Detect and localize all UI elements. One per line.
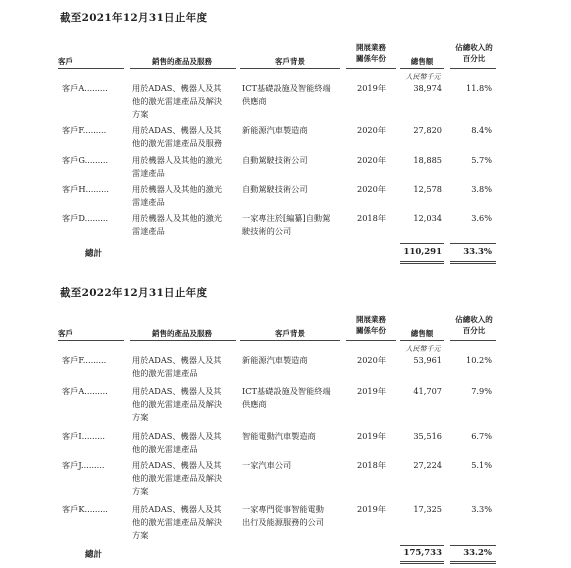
table-cell-sales: 53,961 xyxy=(413,355,442,365)
table-cell-products: 用於ADAS、機器人及其 他的激光雷達產品及解決 方案 xyxy=(132,460,223,497)
table-cell-year: 2019年 xyxy=(357,83,387,93)
table-cell-sales: 18,885 xyxy=(413,155,442,165)
header-rule xyxy=(130,340,236,341)
header-rule xyxy=(400,68,444,69)
total-sales: 110,291 xyxy=(403,247,442,257)
header-share: 佔總收入的 百分比 xyxy=(455,43,493,63)
table-cell-products: 用於ADAS、機器人及其 他的激光雷達產品及解決 方案 xyxy=(132,83,223,120)
table-cell-products: 用於機器人及其他的激光 雷達產品 xyxy=(132,184,223,208)
table-cell-background: 一家專門從事智能電動 出行及能源服務的公司 xyxy=(242,504,324,528)
table-cell-share: 6.7% xyxy=(471,431,492,441)
total-double-rule xyxy=(450,561,496,564)
header-rule xyxy=(400,340,444,341)
header-start-year: 開展業務 關係年份 xyxy=(356,315,386,335)
table-cell-customer: 客戶D......... xyxy=(62,213,109,223)
total-rule xyxy=(450,243,496,244)
header-customer: 客戶 xyxy=(58,329,73,338)
section-title: 截至2021年12月31日止年度 xyxy=(60,12,208,24)
table-cell-year: 2020年 xyxy=(357,184,387,194)
total-label: 總計 xyxy=(85,550,103,560)
table-cell-customer: 客戶H......... xyxy=(62,184,109,194)
table-cell-products: 用於ADAS、機器人及其 他的激光雷達產品及解決 方案 xyxy=(132,504,223,541)
header-products: 銷售的產品及服務 xyxy=(152,57,212,66)
table-cell-customer: 客戶I......... xyxy=(62,431,106,441)
table-cell-share: 3.3% xyxy=(471,504,492,514)
unit-label: 人民幣千元 xyxy=(405,345,441,353)
table-cell-background: 新能源汽車製造商 xyxy=(242,355,308,365)
table-cell-products: 用於ADAS、機器人及其 他的激光雷達產品及服務 xyxy=(132,125,223,149)
header-rule xyxy=(240,340,340,341)
table-cell-share: 5.1% xyxy=(471,460,492,470)
table-cell-year: 2019年 xyxy=(357,431,387,441)
header-rule xyxy=(346,340,396,341)
table-cell-sales: 35,516 xyxy=(413,431,442,441)
table-cell-customer: 客戶F......... xyxy=(62,355,107,365)
table-cell-products: 用於ADAS、機器人及其 他的激光雷達產品 xyxy=(132,431,222,455)
table-cell-share: 3.6% xyxy=(471,213,492,223)
header-sales: 總售額 xyxy=(410,57,434,66)
table-cell-background: 自動駕駛技術公司 xyxy=(242,184,308,194)
header-rule xyxy=(450,68,496,69)
table-cell-customer: 客戶A......... xyxy=(62,386,108,396)
header-rule xyxy=(58,340,124,341)
table-cell-share: 8.4% xyxy=(471,125,492,135)
table-cell-products: 用於ADAS、機器人及其 他的激光雷達產品及解決 方案 xyxy=(132,386,223,423)
table-cell-sales: 27,820 xyxy=(413,125,442,135)
table-cell-background: 自動駕駛技術公司 xyxy=(242,155,308,165)
table-cell-customer: 客戶A......... xyxy=(62,83,108,93)
table-cell-share: 7.9% xyxy=(471,386,492,396)
table-cell-share: 10.2% xyxy=(465,355,492,365)
table-cell-sales: 27,224 xyxy=(413,460,442,470)
table-cell-sales: 17,325 xyxy=(413,504,442,514)
table-cell-share: 3.8% xyxy=(471,184,492,194)
header-background: 客戶背景 xyxy=(275,329,305,338)
table-cell-customer: 客戶F......... xyxy=(62,125,107,135)
table-cell-year: 2018年 xyxy=(357,213,387,223)
table-cell-year: 2020年 xyxy=(357,125,387,135)
total-double-rule xyxy=(450,261,496,264)
table-cell-products: 用於機器人及其他的激光 雷達產品 xyxy=(132,213,223,237)
table-cell-sales: 38,974 xyxy=(413,83,442,93)
table-cell-background: 智能電動汽車製造商 xyxy=(242,431,316,441)
table-cell-share: 5.7% xyxy=(471,155,492,165)
table-cell-year: 2020年 xyxy=(357,155,387,165)
table-cell-background: 新能源汽車製造商 xyxy=(242,125,308,135)
header-rule xyxy=(130,68,236,69)
table-cell-background: 一家專注於[編纂]自動駕 駛技術的公司 xyxy=(242,213,331,237)
header-rule xyxy=(346,68,396,69)
table-cell-year: 2020年 xyxy=(357,355,387,365)
header-rule xyxy=(450,340,496,341)
table-cell-share: 11.8% xyxy=(465,83,492,93)
table-cell-products: 用於機器人及其他的激光 雷達產品 xyxy=(132,155,223,179)
table-cell-sales: 41,707 xyxy=(413,386,442,396)
table-cell-background: ICT基礎設施及智能終端 供應商 xyxy=(242,386,331,410)
header-start-year: 開展業務 關係年份 xyxy=(356,43,386,63)
total-share: 33.3% xyxy=(463,247,492,257)
section-title: 截至2022年12月31日止年度 xyxy=(60,287,208,299)
header-sales: 總售額 xyxy=(410,329,434,338)
header-customer: 客戶 xyxy=(58,57,73,66)
table-cell-customer: 客戶G......... xyxy=(62,155,109,165)
table-cell-year: 2019年 xyxy=(357,504,387,514)
unit-label: 人民幣千元 xyxy=(405,73,441,81)
total-rule xyxy=(400,545,444,546)
total-double-rule xyxy=(400,561,444,564)
total-sales: 175,733 xyxy=(403,548,442,558)
header-background: 客戶背景 xyxy=(275,57,305,66)
total-rule xyxy=(400,243,444,244)
table-cell-customer: 客戶K......... xyxy=(62,504,108,514)
table-cell-year: 2018年 xyxy=(357,460,387,470)
header-rule xyxy=(240,68,340,69)
header-share: 佔總收入的 百分比 xyxy=(455,315,493,335)
total-double-rule xyxy=(400,261,444,264)
table-cell-customer: 客戶J......... xyxy=(62,460,105,470)
total-label: 總計 xyxy=(85,249,103,259)
table-cell-year: 2019年 xyxy=(357,386,387,396)
table-cell-sales: 12,034 xyxy=(413,213,442,223)
header-products: 銷售的產品及服務 xyxy=(152,329,212,338)
table-cell-sales: 12,578 xyxy=(413,184,442,194)
table-cell-background: 一家汽車公司 xyxy=(242,460,292,470)
table-cell-products: 用於ADAS、機器人及其 他的激光雷達產品 xyxy=(132,355,222,379)
total-share: 33.2% xyxy=(463,548,492,558)
total-rule xyxy=(450,545,496,546)
table-cell-background: ICT基礎設施及智能終端 供應商 xyxy=(242,83,331,107)
header-rule xyxy=(58,68,124,69)
